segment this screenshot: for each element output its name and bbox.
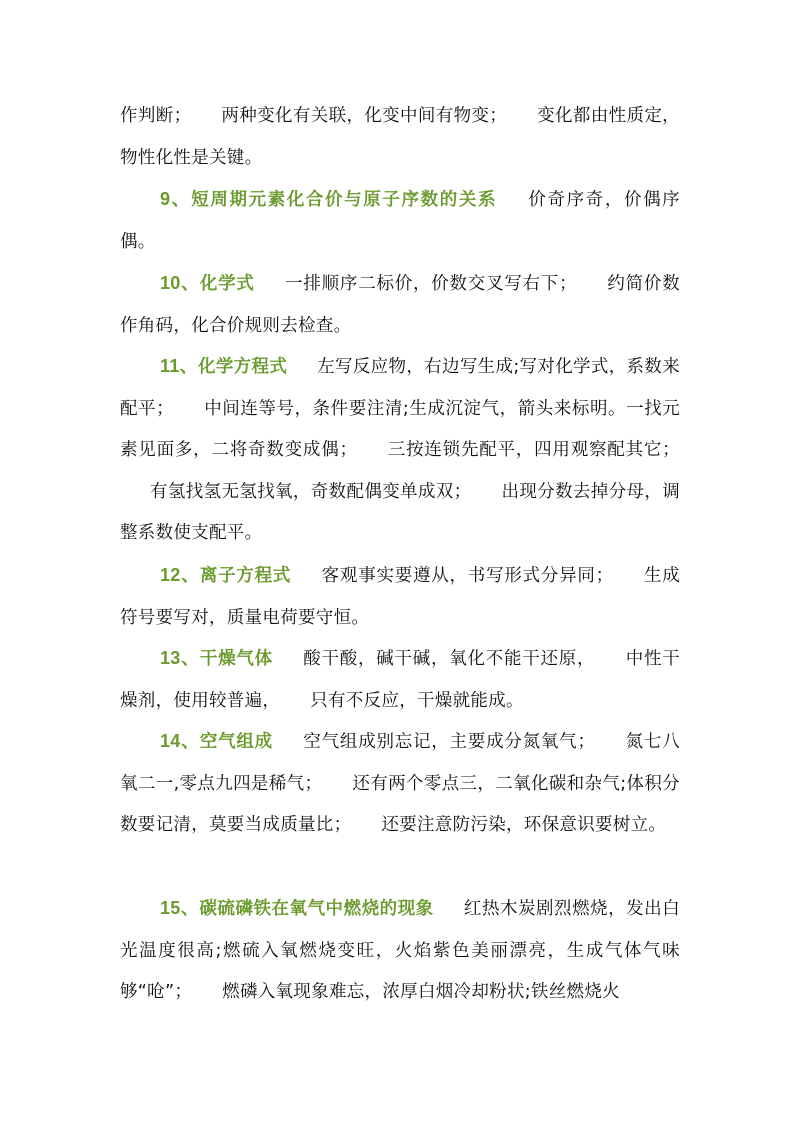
section-text: 价奇序奇，价偶序偶。 [120,190,680,252]
intro-text-3: 变化都由性质定，物性化性是关键。 [120,106,680,168]
intro-text-1: 作判断； [120,106,192,126]
section-text: 酸干酸，碱干碱，氧化不能干还原， [302,649,596,669]
section-text: 左写反应物，右边写生成;写对化学式，系数来配平； [120,357,680,419]
section-13 [120,638,680,722]
section-text: 还有两个零点三，二氧化碳和杂气;体积分数要记清，莫要当成质量比； [120,773,680,835]
section-title: 碳硫磷铁在氧气中燃烧的现象 [199,899,434,919]
section-text: 约简价数作角码，化合价规则去检查。 [120,274,681,336]
section-number: 14、 [160,731,200,751]
section-title: 离子方程式 [199,566,292,586]
section-number: 12、 [160,565,200,585]
section-number: 10、 [160,273,200,293]
section-text: 空气组成别忘记，主要成分氮氧气； [302,732,596,752]
section-title: 干燥气体 [199,649,273,669]
section-text: 燃磷入氧现象难忘，浓厚白烟冷却粉状;铁丝燃烧火 [222,982,620,1002]
section-title: 化学式 [199,274,255,294]
section-text: 生成符号要写对，质量电荷要守恒。 [120,566,681,628]
section-text: 还要注意防污染，环保意识要树立。 [381,815,667,835]
section-text: 出现分数去掉分母，调整系数使支配平。 [120,481,681,543]
section-15 [120,888,680,1014]
section-number: 11、 [160,356,198,376]
section-title: 空气组成 [199,732,273,752]
section-text: 有氢找氢无氢找氧，奇数配偶变单成双； [150,481,472,502]
section-text: 中间连等号，条件要注清;生成沉淀气，箭头来标明。一找元素见面多，二将奇数变成偶； [120,398,681,460]
section-text: 中性干燥剂，使用较普遍， [120,649,680,711]
section-number: 13、 [160,648,200,668]
section-text: 氮七八氧二一,零点九四是稀气； [120,732,681,794]
section-10 [120,263,680,347]
intro-text-2: 两种变化有关联，化变中间有物变； [221,106,508,126]
section-text: 客观事实要遵从，书写形式分异同； [321,566,614,586]
section-title: 化学方程式 [198,357,288,377]
section-text: 只有不反应，干燥就能成。 [310,690,524,711]
section-9 [120,179,680,263]
section-title: 短周期元素化合价与原子序数的关系 [191,190,498,210]
intro-paragraph [120,96,680,179]
section-number: 15、 [160,898,200,918]
section-14 [120,721,680,847]
section-text: 一排顺序二标价，价数交叉写右下； [284,274,577,294]
section-12 [120,555,680,639]
section-number: 9、 [160,189,192,209]
section-11 [120,346,680,555]
section-text: 三按连锁先配平，四用观察配其它； [387,440,680,460]
section-text: 红热木炭剧烈燃烧，发出白光温度很高;燃硫入氧燃烧变旺，火焰紫色美丽漂亮，生成气体气味够“呛”； [120,899,680,1002]
